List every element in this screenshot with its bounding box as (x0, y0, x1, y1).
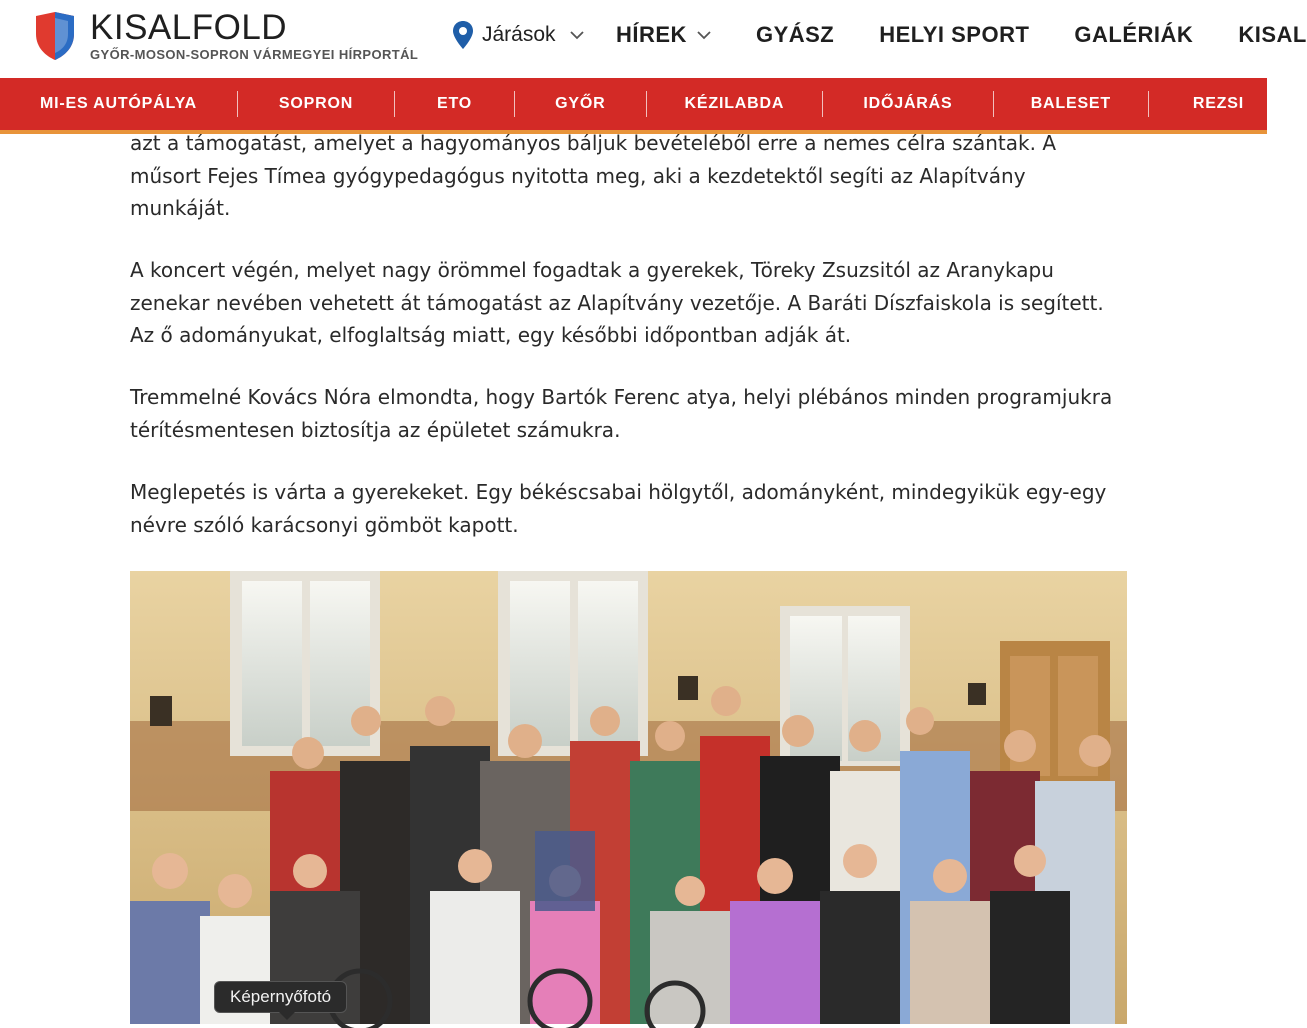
nav-item-label: HELYI SPORT (879, 22, 1030, 47)
article-paragraph: Tremmelné Kovács Nóra elmondta, hogy Bartók Ferenc atya, helyi plébános minden programjukra térítésmentesen biztosítja az épületet számukra. (130, 385, 1113, 442)
category-rezsi[interactable]: REZSI (1192, 95, 1244, 112)
category-sopron[interactable]: SOPRON (278, 95, 354, 112)
category-kezilabda[interactable]: KÉZILABDA (684, 95, 785, 112)
article-paragraph: Meglepetés is várta a gyerekeket. Egy békéscsabai hölgytől, adományként, mindegyikük egy-egy névre szóló karácsonyi gömböt kapott. (130, 480, 1107, 537)
location-pin-icon (452, 21, 474, 49)
article-paragraph: A koncert végén, melyet nagy örömmel fogadtak a gyerekek, Töreky Zsuzsitól az Aranykapu zenekar nevében vehetett át támogatást az Alapítvány vezetője. A Baráti Díszfaiskola is segített. Az ő adományukat, elfoglaltság miatt, egy későbbi időpontban adják át. (130, 258, 1104, 347)
chevron-down-icon (570, 30, 584, 40)
category-bar (0, 78, 1267, 130)
article-paragraph: azt a támogatást, amelyet a hagyományos báljuk bevételéből erre a nemes célra szántak. A műsort Fejes Tímea gyógypedagógus nyitotta meg, aki a kezdetektől segíti az Alapítvány munkáját. (130, 131, 1056, 220)
category-idojaras[interactable]: IDŐJÁRÁS (863, 95, 953, 112)
category-eto[interactable]: ETO (436, 95, 472, 112)
location-label: Járások (482, 23, 556, 46)
nav-item-label: HÍREK (616, 22, 687, 47)
site-header (0, 0, 1307, 78)
nav-item-helyi-sport[interactable] (879, 22, 1029, 48)
location-dropdown[interactable] (452, 20, 584, 50)
category-baleset[interactable]: BALESET (1030, 95, 1111, 112)
nav-item-label: GYÁSZ (755, 22, 835, 47)
nav-item-label: GALÉRIÁK (1074, 22, 1194, 47)
main-nav (616, 22, 1307, 48)
group-photo-image (130, 571, 1127, 1024)
nav-item-hirek[interactable] (616, 22, 711, 48)
nav-item-gyasz[interactable] (756, 22, 834, 48)
brand-tagline: GYŐR-MOSON-SOPRON VÁRMEGYEI HÍRPORTÁL (90, 47, 419, 62)
category-gyor[interactable]: GYŐR (555, 95, 606, 112)
nav-item-kisalfold-more[interactable] (1238, 22, 1307, 48)
nav-item-label: KISAL (1238, 22, 1307, 47)
nav-item-galeriak[interactable] (1074, 22, 1193, 48)
kisalfold-shield-logo-icon[interactable] (34, 12, 76, 60)
chevron-down-icon (697, 30, 711, 40)
category-mi-es-autopalya[interactable]: MI-ES AUTÓPÁLYA (40, 95, 197, 112)
brand-name[interactable]: KISALFOLD (90, 8, 288, 47)
screenshot-tooltip: Képernyőfotó (214, 981, 347, 1013)
article-photo[interactable] (130, 571, 1127, 1024)
